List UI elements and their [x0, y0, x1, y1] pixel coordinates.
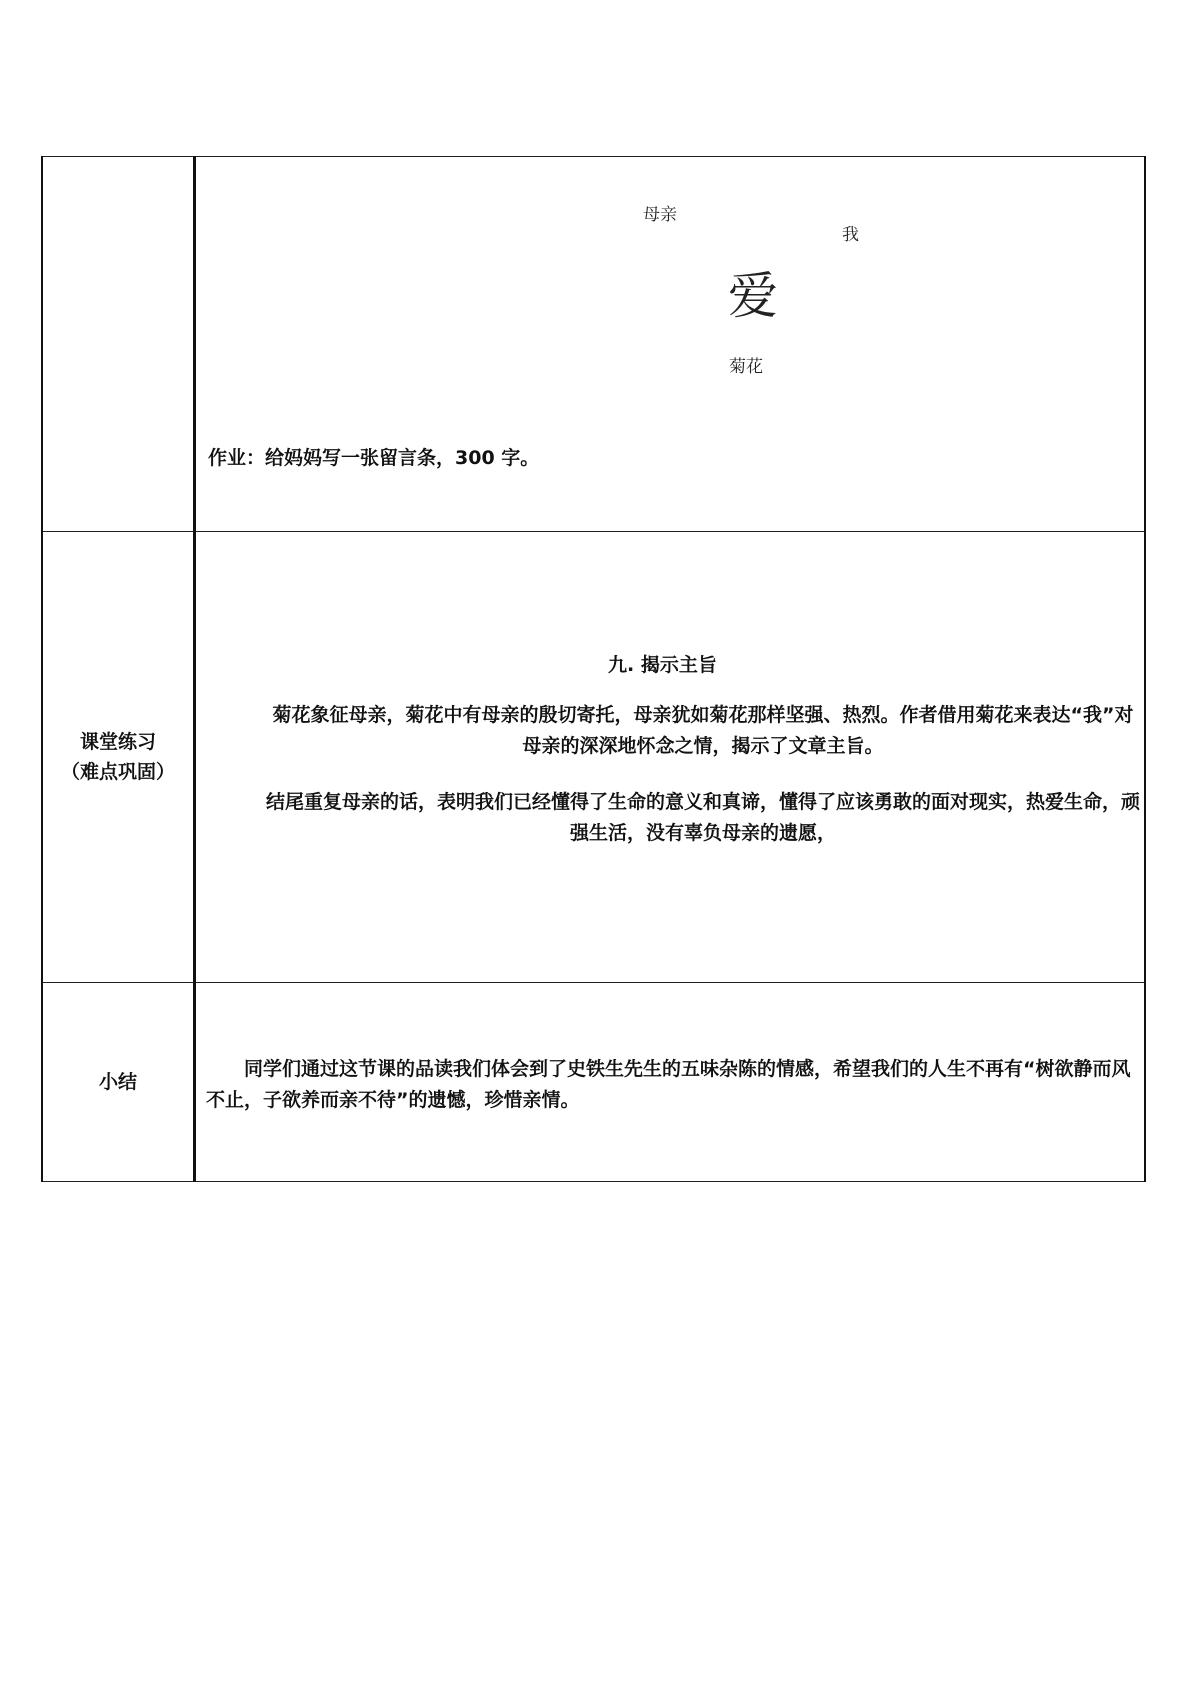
row-label-empty [42, 157, 195, 532]
table-row [42, 983, 1145, 1182]
row-label-classroom-practice [42, 532, 195, 983]
paragraph-ending: 结尾重复母亲的话，表明我们已经懂得了生命的意义和真谛，懂得了应该勇敢的面对现实，热爱生命，顽强生活，没有辜负母亲的遗愿， [265, 791, 1140, 844]
homework-text: 作业：给妈妈写一张留言条，300 字。 [208, 447, 540, 469]
diagram-word-me: 我 [842, 225, 859, 245]
label-line: 课堂练习 [79, 731, 156, 753]
row-label-summary: 小结 [42, 983, 195, 1182]
label-line: （难点巩固） [60, 761, 175, 783]
table-row [42, 532, 1145, 983]
paragraph-theme: 菊花象征母亲，菊花中有母亲的殷切寄托，母亲犹如菊花那样坚强、热烈。作者借用菊花来表达“我”对母亲的深深地怀念之情，揭示了文章主旨。 [272, 704, 1134, 757]
diagram-word-love: 爱 [728, 267, 778, 325]
table-row [42, 157, 1145, 532]
practice-cell [195, 532, 1146, 983]
diagram-word-mother: 母亲 [643, 205, 677, 225]
summary-text: 同学们通过这节课的品读我们体会到了史铁生先生的五味杂陈的情感，希望我们的人生不再有“树欲静而风不止，子欲养而亲不待”的遗憾，珍惜亲情。 [206, 1058, 1131, 1111]
summary-cell [195, 983, 1146, 1182]
diagram-cell [195, 157, 1146, 532]
diagram-word-chrysanthemum: 菊花 [729, 357, 763, 377]
lesson-plan-table [41, 156, 1146, 1182]
section-title: 九. 揭示主旨 [608, 654, 717, 676]
